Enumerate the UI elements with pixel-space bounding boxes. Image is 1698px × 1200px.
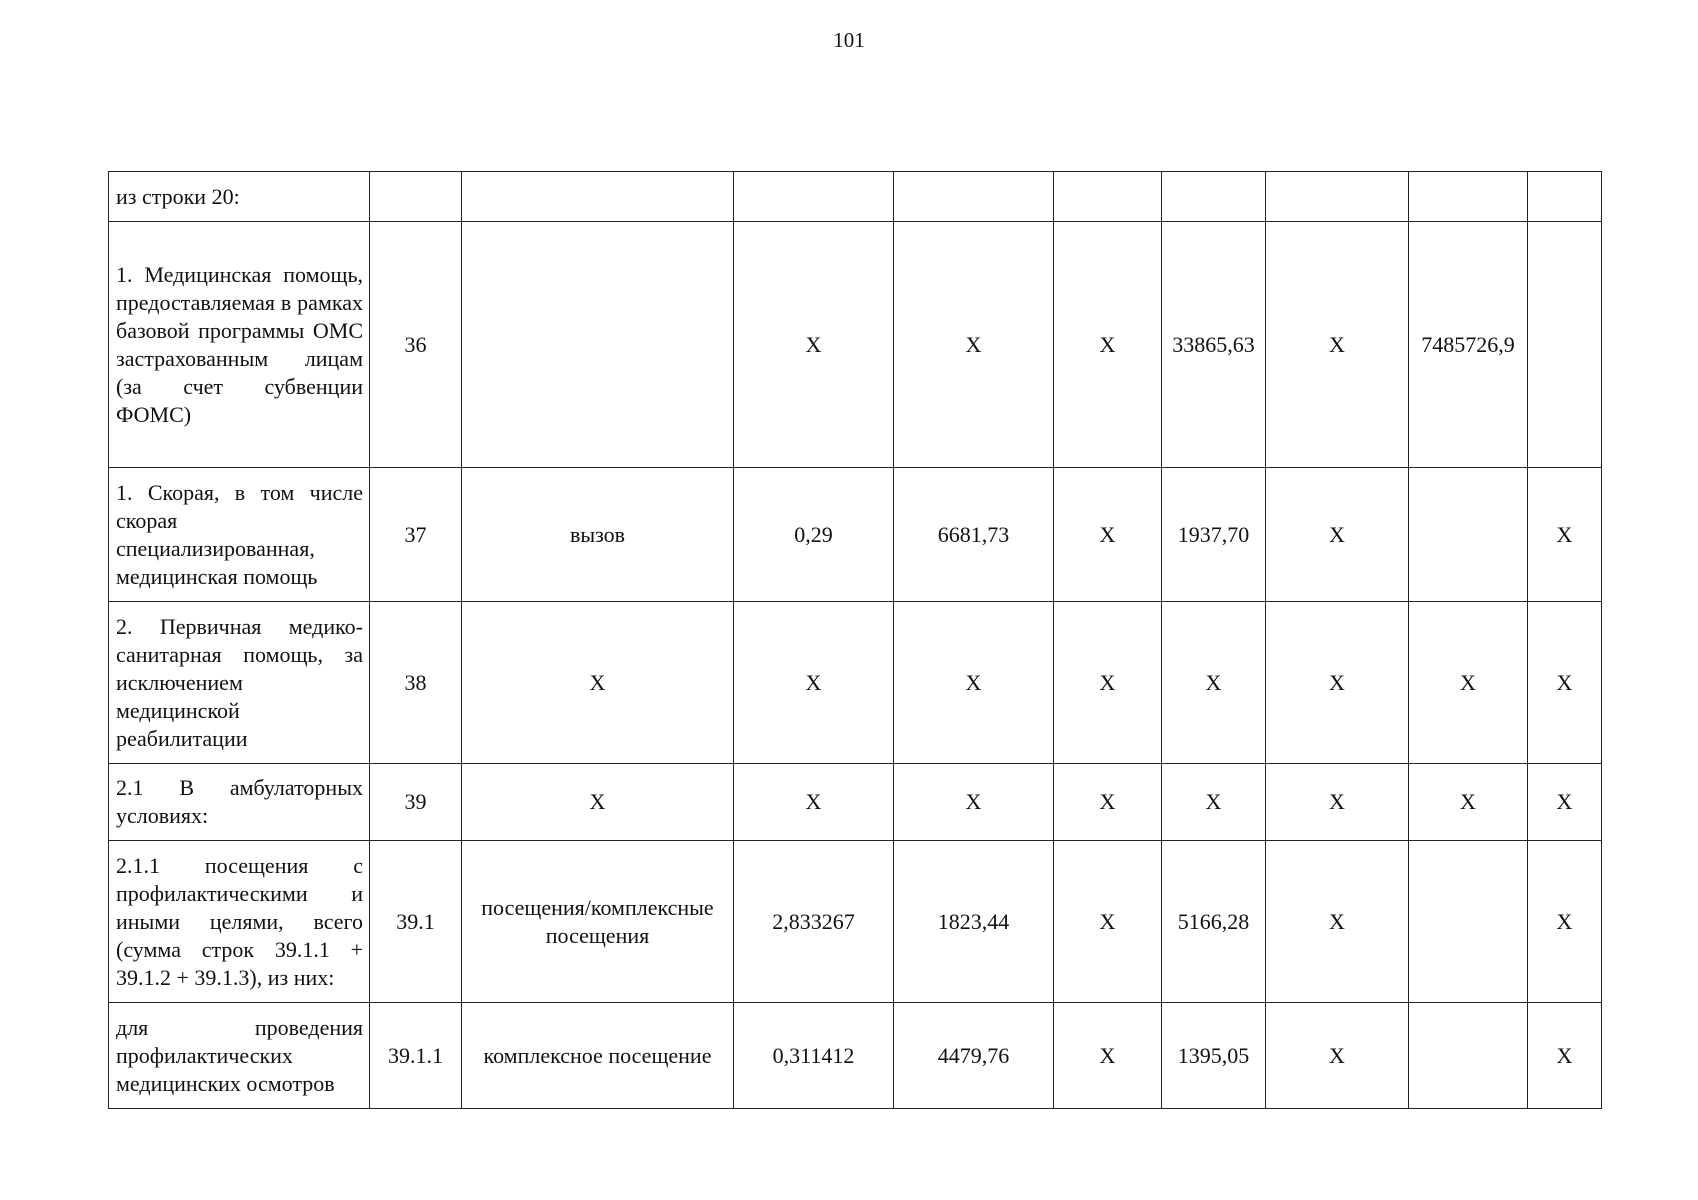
unit-cell: Х [462, 602, 734, 764]
unit-cell: комплексное посещение [462, 1003, 734, 1109]
table-row [109, 1003, 1602, 1109]
table-row [109, 222, 1602, 468]
table-cell: Х [1054, 1003, 1162, 1109]
table-cell: Х [1054, 222, 1162, 468]
table-cell [1409, 468, 1528, 602]
table-cell: Х [1409, 602, 1528, 764]
table-cell: Х [1054, 764, 1162, 841]
table-cell: Х [1528, 841, 1602, 1003]
table-cell: 7485726,9 [1409, 222, 1528, 468]
table-cell: Х [1054, 468, 1162, 602]
table-cell: Х [1528, 1003, 1602, 1109]
table-cell: Х [894, 222, 1054, 468]
row-code: 36 [370, 222, 462, 468]
row-label: для проведения профилактических медицинских осмотров [109, 1003, 370, 1109]
table-cell: 0,311412 [734, 1003, 894, 1109]
table-cell [1409, 1003, 1528, 1109]
row-code: 37 [370, 468, 462, 602]
table-row [109, 468, 1602, 602]
table-row [109, 602, 1602, 764]
table-cell [894, 172, 1054, 222]
table-cell: Х [734, 602, 894, 764]
row-code [370, 172, 462, 222]
data-table [108, 171, 1602, 1109]
table-cell: Х [1528, 764, 1602, 841]
unit-cell: Х [462, 764, 734, 841]
table-cell [734, 172, 894, 222]
table-cell: Х [1266, 1003, 1409, 1109]
unit-cell [462, 172, 734, 222]
table-row [109, 172, 1602, 222]
row-label: из строки 20: [109, 172, 370, 222]
row-label: 2.1 В амбулаторных условиях: [109, 764, 370, 841]
table-cell: Х [1528, 468, 1602, 602]
table-cell: Х [1162, 764, 1266, 841]
table-cell: Х [734, 764, 894, 841]
table-cell: Х [1266, 602, 1409, 764]
row-label: 2. Первичная медико-санитарная помощь, за исключением медицинской реабилитации [109, 602, 370, 764]
table-cell: Х [1266, 841, 1409, 1003]
table-cell: Х [894, 602, 1054, 764]
row-code: 39.1.1 [370, 1003, 462, 1109]
table-cell: 4479,76 [894, 1003, 1054, 1109]
row-code: 38 [370, 602, 462, 764]
table-row [109, 841, 1602, 1003]
table-cell: Х [1266, 468, 1409, 602]
table-cell: Х [1409, 764, 1528, 841]
table-cell [1528, 172, 1602, 222]
table-cell: Х [1528, 602, 1602, 764]
row-code: 39 [370, 764, 462, 841]
row-label: 1. Медицинская помощь, предоставляемая в рамках базовой программы ОМС застрахованным лицам (за счет субвенции ФОМС) [109, 222, 370, 468]
unit-cell: вызов [462, 468, 734, 602]
table-cell: Х [734, 222, 894, 468]
table-cell: 33865,63 [1162, 222, 1266, 468]
table-cell [1266, 172, 1409, 222]
unit-cell: посещения/комплексные посещения [462, 841, 734, 1003]
table-cell: 0,29 [734, 468, 894, 602]
table-cell: 2,833267 [734, 841, 894, 1003]
page-number: 101 [833, 28, 865, 52]
table-cell: Х [1266, 764, 1409, 841]
table-cell: 6681,73 [894, 468, 1054, 602]
row-label: 2.1.1 посещения с профилактическими и иными целями, всего (сумма строк 39.1.1 + 39.1.2 + 39.1.3), из них: [109, 841, 370, 1003]
table-cell: 1823,44 [894, 841, 1054, 1003]
table-cell [1528, 222, 1602, 468]
table-cell: Х [1054, 841, 1162, 1003]
table-cell: Х [894, 764, 1054, 841]
table-cell: Х [1054, 602, 1162, 764]
table-cell: 5166,28 [1162, 841, 1266, 1003]
table-cell: 1395,05 [1162, 1003, 1266, 1109]
table-cell: Х [1162, 602, 1266, 764]
table-cell [1054, 172, 1162, 222]
row-label: 1. Скорая, в том числе скорая специализированная, медицинская помощь [109, 468, 370, 602]
table-row [109, 764, 1602, 841]
table-cell [1409, 172, 1528, 222]
row-code: 39.1 [370, 841, 462, 1003]
table-cell: 1937,70 [1162, 468, 1266, 602]
table-cell [1409, 841, 1528, 1003]
table-cell [1162, 172, 1266, 222]
table-cell: Х [1266, 222, 1409, 468]
unit-cell [462, 222, 734, 468]
